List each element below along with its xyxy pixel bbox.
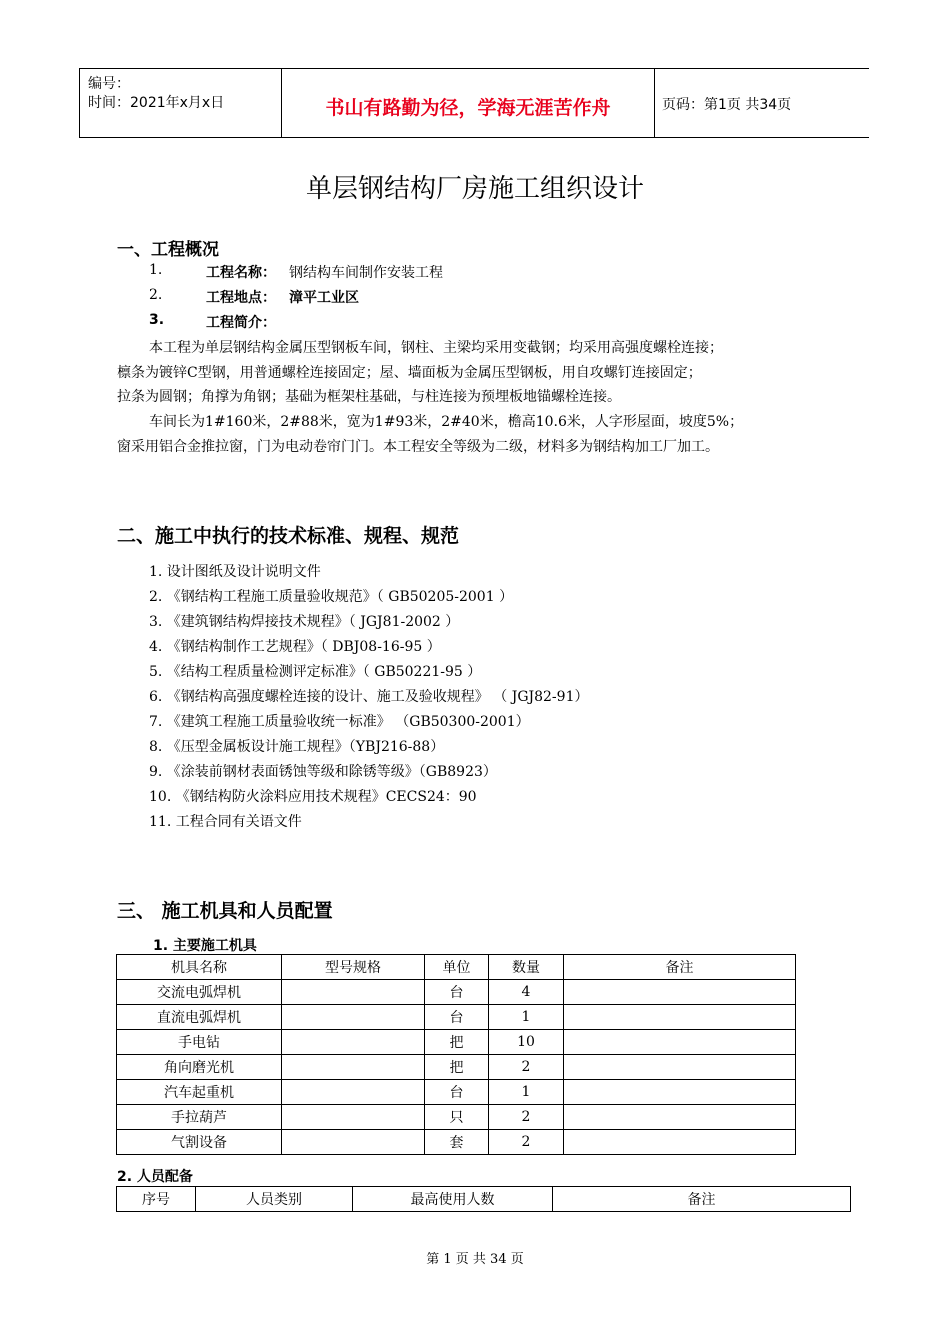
overview-item xyxy=(149,262,443,281)
standard-item: 11. 工程合同有关语文件 xyxy=(149,814,302,830)
paragraph-line: 本工程为单层钢结构金属压型钢板车间，钢柱、主梁均采用变截钢；均采用高强度螺栓连接； xyxy=(149,340,723,356)
table-cell: 角向磨光机 xyxy=(117,1055,282,1080)
table-cell: 台 xyxy=(425,980,489,1005)
table-cell: 2 xyxy=(489,1130,564,1155)
table-cell xyxy=(564,1030,796,1055)
table-row xyxy=(117,1030,796,1055)
table-cell xyxy=(282,980,425,1005)
slogan: 书山有路勤为径，学海无涯苦作舟 xyxy=(325,97,611,119)
table-cell xyxy=(282,1105,425,1130)
table-cell xyxy=(564,1080,796,1105)
equipment-table xyxy=(116,954,796,1155)
table-cell xyxy=(564,1130,796,1155)
table-cell: 2 xyxy=(489,1055,564,1080)
standard-item: 1. 设计图纸及设计说明文件 xyxy=(149,564,321,580)
equipment-subheading: 1. 主要施工机具 xyxy=(153,938,257,954)
table-header-cell: 备注 xyxy=(564,955,796,980)
table-row xyxy=(117,1055,796,1080)
code-label: 编号： xyxy=(88,76,130,92)
paragraph-line: 拉条为圆钢；角撑为角钢；基础为框架柱基础，与柱连接为预埋板地锚螺栓连接。 xyxy=(117,389,621,405)
item-label: 工程简介： xyxy=(206,315,276,331)
standard-item: 9. 《涂装前钢材表面锈蚀等级和除锈等级》（GB8923） xyxy=(149,764,497,780)
item-label: 工程名称： xyxy=(206,265,276,281)
table-cell: 手拉葫芦 xyxy=(117,1105,282,1130)
overview-item xyxy=(149,312,276,331)
standard-item: 2. 《钢结构工程施工质量验收规范》（ GB50205-2001 ） xyxy=(149,589,514,605)
item-number: 2. xyxy=(149,287,163,303)
page-header xyxy=(79,68,869,138)
table-header-cell: 机具名称 xyxy=(117,955,282,980)
standard-item: 4. 《钢结构制作工艺规程》（ DBJ08-16-95 ） xyxy=(149,639,441,655)
table-cell: 台 xyxy=(425,1080,489,1105)
item-value: 漳平工业区 xyxy=(289,290,359,306)
header-slogan-cell xyxy=(281,69,655,137)
table-cell: 把 xyxy=(425,1030,489,1055)
table-cell: 10 xyxy=(489,1030,564,1055)
table-cell: 4 xyxy=(489,980,564,1005)
header-page-cell xyxy=(654,69,868,137)
table-cell: 1 xyxy=(489,1080,564,1105)
standard-item: 5. 《结构工程质量检测评定标准》（ GB50221-95 ） xyxy=(149,664,482,680)
table-cell xyxy=(282,1055,425,1080)
table-header-cell: 最高使用人数 xyxy=(353,1187,553,1212)
paragraph-line: 檩条为镀锌C型钢，用普通螺栓连接固定；屋、墙面板为金属压型钢板，用自攻螺钉连接固定； xyxy=(117,365,702,381)
staff-subheading: 2. 人员配备 xyxy=(117,1169,193,1185)
table-cell: 1 xyxy=(489,1005,564,1030)
table-header-cell: 数量 xyxy=(489,955,564,980)
standard-item: 10. 《钢结构防火涂料应用技术规程》CECS24：90 xyxy=(149,789,477,805)
table-cell: 直流电弧焊机 xyxy=(117,1005,282,1030)
table-cell xyxy=(564,1055,796,1080)
table-header-cell: 单位 xyxy=(425,955,489,980)
table-header-row xyxy=(117,1187,851,1212)
table-cell xyxy=(564,980,796,1005)
item-number: 3. xyxy=(149,312,165,328)
table-cell: 交流电弧焊机 xyxy=(117,980,282,1005)
table-row xyxy=(117,980,796,1005)
section2-heading: 二、施工中执行的技术标准、规程、规范 xyxy=(117,525,460,547)
table-row xyxy=(117,1005,796,1030)
table-cell xyxy=(282,1005,425,1030)
standard-item: 7. 《建筑工程施工质量验收统一标准》 （GB50300-2001） xyxy=(149,714,530,730)
time-label: 时间：2021年x月x日 xyxy=(88,95,225,111)
section3-heading: 三、 施工机具和人员配置 xyxy=(117,900,333,922)
table-cell: 手电钻 xyxy=(117,1030,282,1055)
table-header-row xyxy=(117,955,796,980)
section1-heading: 一、工程概况 xyxy=(117,240,219,260)
item-label: 工程地点： xyxy=(206,290,276,306)
table-cell: 台 xyxy=(425,1005,489,1030)
table-cell xyxy=(564,1105,796,1130)
table-cell: 只 xyxy=(425,1105,489,1130)
page-number-label: 页码：第1页 共34页 xyxy=(662,97,792,113)
table-header-cell: 备注 xyxy=(553,1187,851,1212)
paragraph-line: 窗采用铝合金推拉窗，门为电动卷帘门门。本工程安全等级为二级，材料多为钢结构加工厂加工。 xyxy=(117,439,719,455)
table-row xyxy=(117,1105,796,1130)
table-cell xyxy=(564,1005,796,1030)
table-cell: 汽车起重机 xyxy=(117,1080,282,1105)
item-number: 1. xyxy=(149,262,163,278)
table-cell: 把 xyxy=(425,1055,489,1080)
table-cell xyxy=(282,1130,425,1155)
overview-item xyxy=(149,287,359,306)
table-cell xyxy=(282,1030,425,1055)
header-meta xyxy=(79,69,282,137)
page-footer: 第 1 页 共 34 页 xyxy=(426,1252,524,1267)
table-header-cell: 人员类别 xyxy=(196,1187,353,1212)
table-row xyxy=(117,1130,796,1155)
table-row xyxy=(117,1080,796,1105)
paragraph-line: 车间长为1#160米，2#88米，宽为1#93米，2#40米，檐高10.6米，人字形屋面，坡度5%； xyxy=(149,414,744,430)
standard-item: 6. 《钢结构高强度螺栓连接的设计、施工及验收规程》 （ JGJ82-91） xyxy=(149,689,589,705)
standard-item: 3. 《建筑钢结构焊接技术规程》（ JGJ81-2002 ） xyxy=(149,614,460,630)
table-cell: 气割设备 xyxy=(117,1130,282,1155)
staff-table xyxy=(116,1186,851,1212)
standard-item: 8. 《压型金属板设计施工规程》（YBJ216-88） xyxy=(149,739,445,755)
table-header-cell: 序号 xyxy=(117,1187,196,1212)
table-cell xyxy=(282,1080,425,1105)
table-cell: 套 xyxy=(425,1130,489,1155)
document-title: 单层钢结构厂房施工组织设计 xyxy=(305,174,644,204)
item-value: 钢结构车间制作安装工程 xyxy=(289,265,443,281)
table-header-cell: 型号规格 xyxy=(282,955,425,980)
table-cell: 2 xyxy=(489,1105,564,1130)
